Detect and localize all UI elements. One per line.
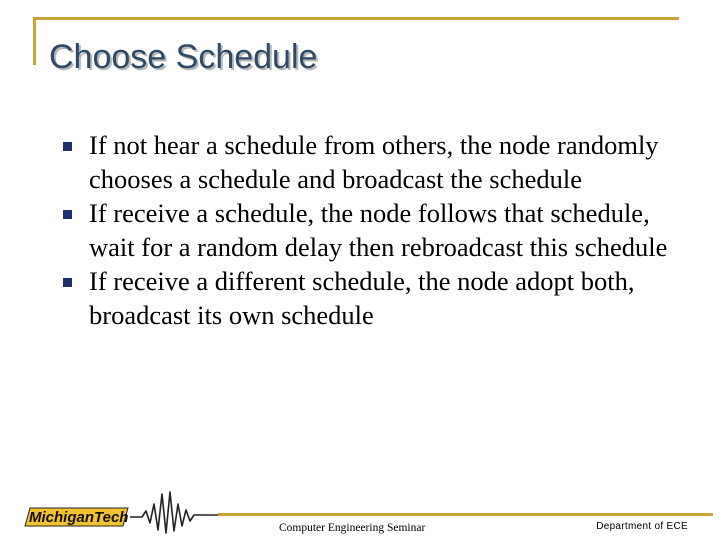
bullet-text: If receive a schedule, the node follows that schedule, wait for a random delay then rebroadcast this schedule [89,198,668,262]
bullet-text: If receive a different schedule, the node adopt both, broadcast its own schedule [89,266,635,330]
bullet-item [58,128,698,196]
footer-seminar-label: Computer Engineering Seminar [279,522,426,534]
slide-title: Choose Schedule [49,38,318,76]
bullet-text: If not hear a schedule from others, the node randomly chooses a schedule and broadcast the schedule [89,130,659,194]
bullet-item [58,264,698,332]
footer-rule [218,513,713,516]
bullet-item [58,196,698,264]
footer-department-label: Department of ECE [596,521,688,532]
michigan-tech-logo [20,487,220,535]
bullet-list [58,128,698,332]
title-frame-top-rule [33,17,679,20]
square-bullet-icon [63,278,72,287]
square-bullet-icon [63,210,72,219]
square-bullet-icon [63,142,72,151]
waveform-icon [130,492,220,533]
title-frame-left-rule [33,17,36,65]
logo-text: MichiganTech [29,509,129,526]
